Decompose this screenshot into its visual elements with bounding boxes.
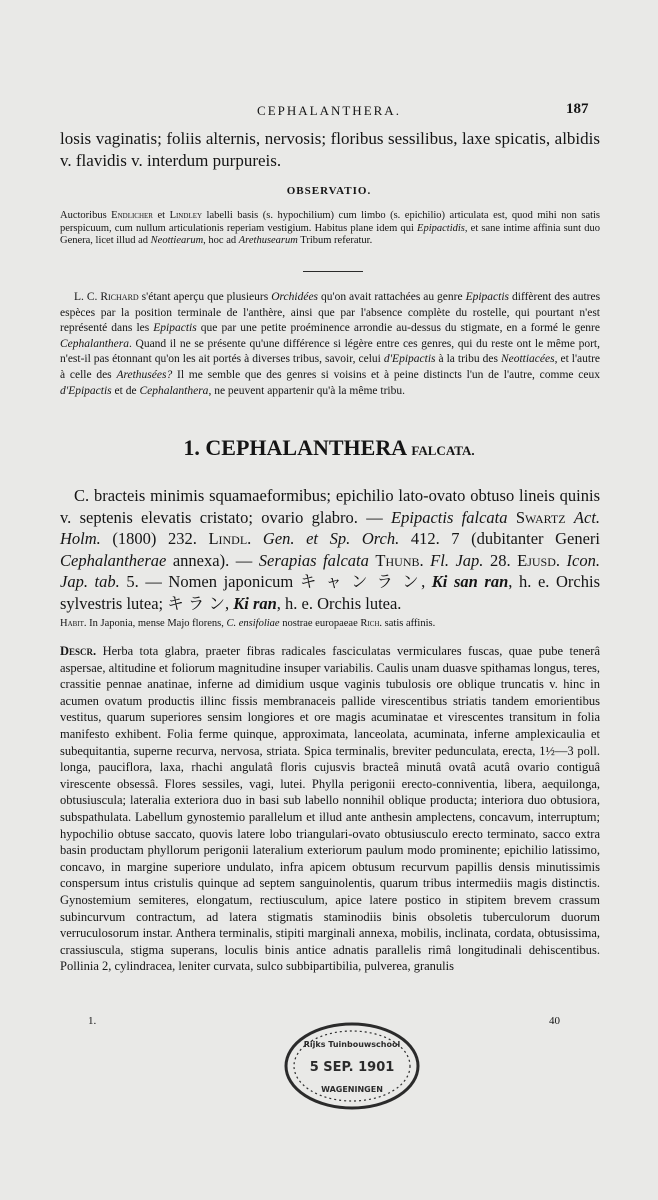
description-label: Descr. — [60, 644, 97, 658]
author-swartz: Swartz — [515, 507, 566, 527]
note-text-2: qu'on avait rattachées au genre — [321, 291, 463, 303]
taxon-arethusearum: Arethusearum — [238, 235, 298, 246]
habitat-text-2: nostrae europaeae — [282, 618, 358, 629]
diagnosis-text-5: 28. — [489, 550, 511, 570]
romanized-ki-san-ran: Ki san ran — [431, 572, 509, 592]
species-number: 1. — [183, 435, 200, 460]
taxon-c-ensifoliae: C. ensifoliae — [226, 618, 280, 629]
diagnosis-text-10: , h. e. Orchis lutea. — [276, 593, 402, 613]
description-paragraph — [60, 643, 600, 975]
habitat-text-1: In Japonia, mense Majo florens, — [89, 618, 224, 629]
taxon-epipactidis: Epipactidis — [417, 222, 465, 234]
diagnosis-text-4: annexa). — — [172, 550, 253, 570]
observatio-heading: OBSERVATIO. — [286, 185, 372, 197]
author-thunb: Thunb. — [375, 550, 424, 570]
note-text-8: Il me semble que des genres si voisins et à peine distincts l'un de l'autre, comme ceux — [177, 368, 601, 381]
taxon-cephalanthera-1: Cephalanthera — [60, 337, 129, 350]
stamp-bottom-text: WAGENINGEN — [321, 1085, 383, 1094]
note-text-1: s'étant aperçu que plusieurs — [141, 291, 269, 303]
observatio-paragraph — [60, 210, 600, 248]
diagnosis-text-8: , h. e. Orchis sylvestris lutea; — [60, 572, 600, 613]
taxon-neottiacees: Neottiacées — [500, 353, 555, 366]
japanese-name-kiran: キ ラ ン — [167, 593, 225, 613]
diagnosis-text-3: 412. 7 (dubitanter Generi — [410, 529, 601, 549]
habitat-paragraph — [60, 617, 600, 630]
intro-paragraph: losis vaginatis; foliis alternis, nervosis; floribus sessilibus, laxe spicatis, albidis v. flavidis v. interdum purpureis. — [60, 129, 600, 170]
observatio-text-3: , hoc ad — [203, 235, 237, 246]
diagnosis-text-2: (1800) 232. — [112, 529, 197, 549]
section-divider — [303, 271, 363, 272]
romanized-ki-ran: Ki ran — [233, 593, 277, 613]
note-text-4: que par une petite proéminence arrondie au-dessus du stigmate, en a formé le genre — [200, 322, 600, 335]
taxon-epipactis-1: Epipactis — [465, 291, 510, 303]
description-text: Herba tota glabra, praeter fibras radicales fasciculatas vermiculares fuscas, quae pube tenerâ aspersae, altitudine et foliorum magnitudine insuper variabilis. Caulis unam duasve spithamas longus, teres, crassitie pennae anatinae, inferne ad dimidium usque vaginis tubulosis ore oblique truncatis v. hinc in acumen ovatum productis illinc fissis membranaceis pallide virescentibus striatis tandem emorientibus vestitus, quarum superiores sensim longiores et ore magis acuminatae et virescentes transitum in folia manifesto exhibent. Folia ferme quinque, approximata, lanceolata, acuminata, inferne amplexicaulia et subequitantia, superne recurva, nervosa, striata. Spica terminalis, breviter pedunculata, erecta, 1½—3 poll. longa, pauciflora, laxa, rhachi angulatâ floris cujusvis bracteâ minutâ ovatâ acutâ ovario contiguâ virescente obsessâ. Flores sessiles, vagi, lutei. Phylla perigonii erecto-conniventia, libera, aequilonga, obtusiuscula; lateralia exteriora duo in basi sub labello nonnihil oblique producta; interiora duo obtusiora, subspathulata. Labellum gynostemio parallelum et illud ante anthesin amplectens, concavum, interruptum; hypochilio obtuse saccato, quovis latere lobo triangulari-ovato obtusiusculo erecto terminato, sacco extra basin productam phyllorum perigonii lateralium exteriorum paulum modo prominente; epichilio latissimo, concavo, in margine superiore undulato, infra apicem obtusum recurvum papillis densis minutissimis conspersum intus cristulis quinque ad septem sanguinolentis, quarum tribus intermediis magis distinctis. Gynostemium semiteres, elongatum, rectiusculum, apice latere postico in stipitem brevem crassum subincurvum contractum, ad latera stigmatis staminodiis binis obsoletis tuberculorum duorum verruculosorum instar. Anthera terminalis, stipiti marginali annexa, mobilis, inclinata, cordata, obtusissima, crassiuscula, stigma superans, loculis binis antice adnatis parallelis rimâ longitudinali dehiscentibus. Pollinia 2, cylindracea, leniter curvata, sulco subbipartibilia, pulverea, granulis — [60, 644, 601, 974]
author-ejusd: Ejusd. — [517, 550, 561, 570]
observatio-text-2: , et sane intime affinia sunt duo Genera, licet illud ad — [60, 222, 601, 246]
synonym-serapias-falcata: Serapias falcata — [258, 550, 369, 570]
running-head: CEPHALANTHERA. — [257, 103, 401, 118]
stamp-date: 5 SEP. 1901 — [309, 1060, 395, 1075]
taxon-depipactis-2: d'Epipactis — [60, 384, 112, 397]
stamp-top-text: Rijks Tuinbouwschool — [303, 1040, 401, 1049]
taxon-cephalantherae: Cephalantherae — [60, 550, 167, 570]
signature-mark-right: 40 — [549, 1015, 560, 1027]
note-text-10: , ne peuvent appartenir qu'à la même tribu. — [208, 384, 405, 397]
observatio-text-4: Tribum referatur. — [300, 235, 373, 246]
note-text-7: , et l'autre à celle des — [60, 353, 601, 381]
species-epithet: FALCATA. — [411, 443, 475, 458]
french-note-paragraph — [60, 290, 600, 399]
author-rich: Rich. — [360, 618, 383, 629]
author-lindley: Lindley — [169, 210, 203, 221]
term-orchidees: Orchidées — [271, 291, 319, 303]
habitat-text-3: satis affinis. — [384, 618, 436, 629]
diagnosis-paragraph — [60, 485, 600, 615]
taxon-cephalanthera-2: Cephalanthera — [139, 384, 209, 397]
species-genus: CEPHALANTHERA — [205, 435, 406, 460]
taxon-epipactis-2: Epipactis — [153, 322, 197, 335]
observatio-lead: Auctoribus — [60, 210, 107, 221]
author-endlicher: Endlicher — [111, 210, 153, 221]
ref-gen-sp-orch: Gen. et Sp. Orch. — [262, 529, 400, 549]
diagnosis-text-6: 5. — Nomen japonicum — [126, 572, 294, 592]
diagnosis-text-1: C. bracteis minimis squamaeformibus; epichilio lato-ovato obtuso lineis quinis v. septenis elevatis cristato; ovario glabro. — — [60, 486, 600, 527]
taxon-depipactis-1: d'Epipactis — [383, 353, 436, 366]
habitat-label: Habit. — [60, 618, 87, 629]
japanese-name-kisanran: キ ャ ン ラ ン — [299, 572, 422, 592]
author-richard: L. C. Richard — [74, 291, 139, 303]
taxon-neottiearum: Neottiearum — [150, 235, 204, 246]
observatio-word-et: et — [157, 210, 166, 221]
note-text-3: diffèrent des autres espèces par la position terminale de l'anthère, ainsi que par l'absence complète du rostelle, qui pourtant n'est représenté dans les — [60, 291, 601, 335]
signature-mark-left: 1. — [88, 1015, 97, 1027]
note-text-6: à la tribu des — [438, 353, 498, 366]
taxon-arethusees: Arethusées? — [116, 368, 173, 381]
note-text-9: et de — [114, 384, 137, 397]
note-text-5: . Quand il ne se présente qu'une différence si légère entre ces genres, qui du reste ont le même port, n'est-il pas étonnant qu'on les ait portés à diverses tribus, savoir, celui — [60, 337, 600, 366]
ref-act-holm: Act. Holm. — [60, 507, 601, 549]
ref-fl-jap: Fl. Jap. — [430, 550, 484, 570]
synonym-epipactis-falcata: Epipactis falcata — [391, 507, 508, 527]
author-lindl: Lindl. — [208, 529, 252, 549]
ref-icon-jap: Icon. Jap. tab. — [60, 550, 600, 592]
diagnosis-text-7: , — [421, 572, 426, 592]
library-stamp — [282, 1020, 422, 1112]
species-heading — [0, 435, 658, 461]
diagnosis-text-9: , — [224, 593, 230, 613]
observatio-text-1: labelli basis (s. hypochilium) cum limbo (s. epichilio) articulata est, quod mihi non satis perspicuum, cum nullum articulationis reperiam vestigium. Habitus plane idem qui — [60, 210, 601, 234]
page-number: 187 — [566, 101, 589, 117]
